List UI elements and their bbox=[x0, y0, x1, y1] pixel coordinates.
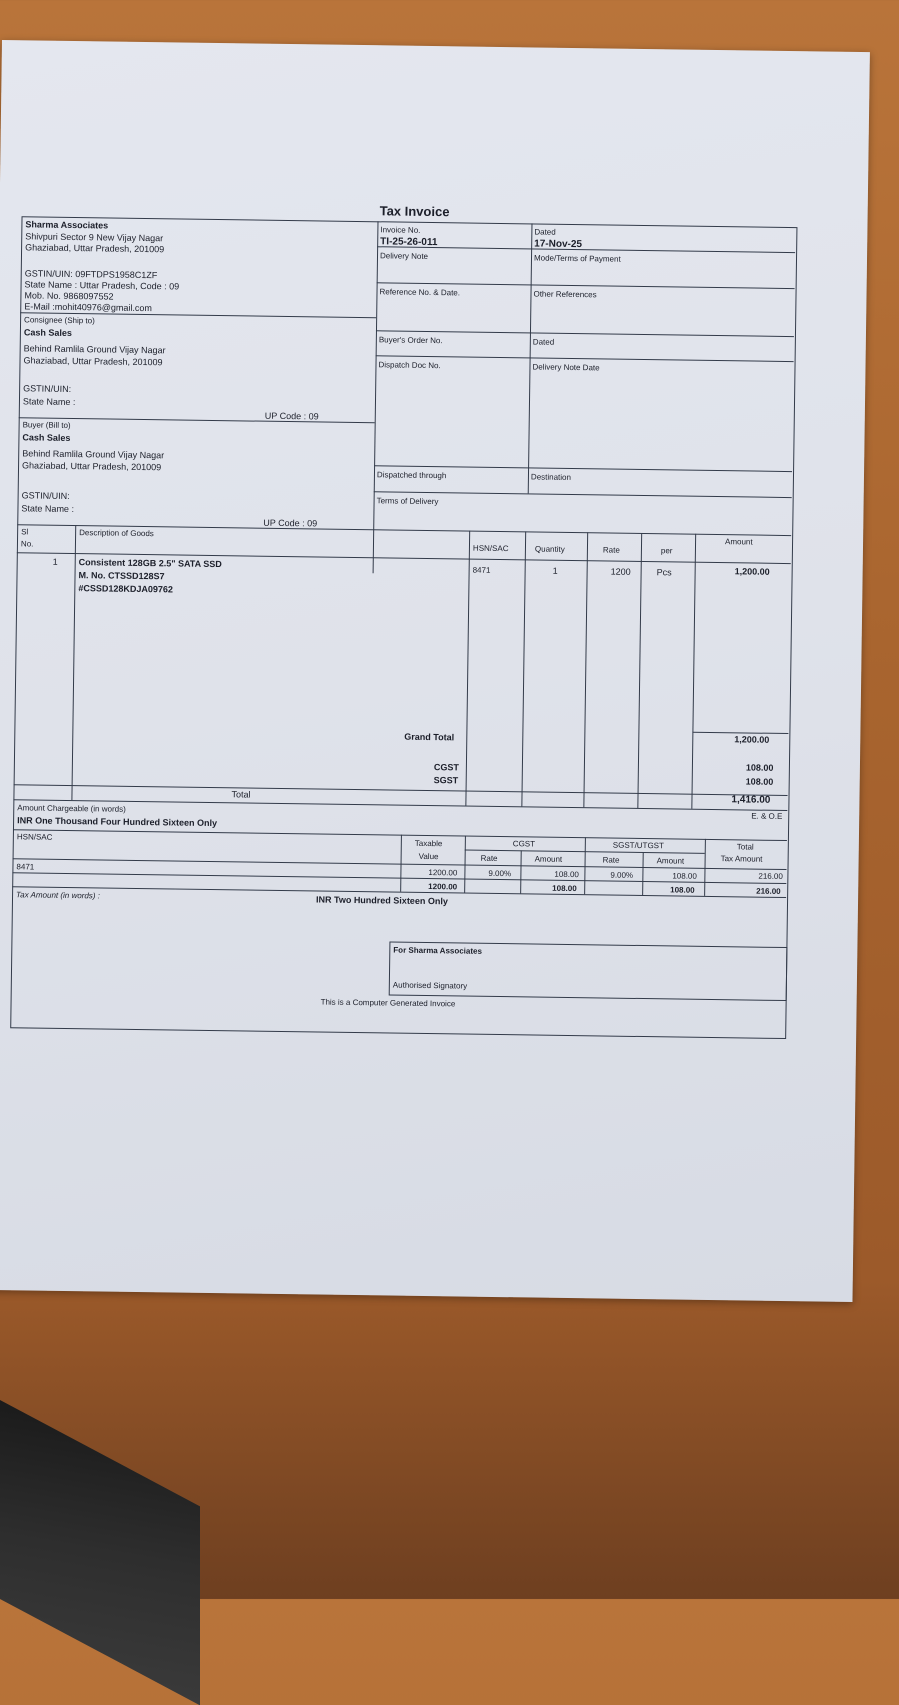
item-quantity: 1 bbox=[552, 565, 558, 576]
consignee-state-code: UP Code : 09 bbox=[264, 410, 319, 422]
dispatch-doc-label: Dispatch Doc No. bbox=[378, 360, 441, 371]
sgst-value: 108.00 bbox=[745, 776, 774, 787]
tax-amount-header: Tax Amount bbox=[720, 854, 763, 864]
tax-row-sgst-rate: 9.00% bbox=[610, 870, 634, 880]
grand-total-value: 1,200.00 bbox=[734, 734, 770, 745]
item-per: Pcs bbox=[656, 567, 672, 578]
table-edge-shadow bbox=[0, 1400, 200, 1705]
other-references-label: Other References bbox=[533, 289, 597, 300]
tax-sum-taxable: 1200.00 bbox=[428, 882, 458, 892]
sgst-rate-header: Rate bbox=[602, 855, 620, 865]
seller-address-2: Ghaziabad, Uttar Pradesh, 201009 bbox=[25, 242, 165, 255]
buyer-address-2: Ghaziabad, Uttar Pradesh, 201009 bbox=[21, 460, 162, 473]
item-hsn: 8471 bbox=[472, 565, 491, 575]
cgst-amount-header: Amount bbox=[534, 854, 563, 864]
invoice-title: Tax Invoice bbox=[379, 203, 450, 220]
sgst-header: SGST/UTGST bbox=[612, 840, 665, 851]
buyer-name: Cash Sales bbox=[22, 432, 71, 443]
tax-row-sgst-amount: 108.00 bbox=[672, 871, 697, 881]
hsn-header: HSN/SAC bbox=[472, 543, 509, 554]
buyers-order-label: Buyer's Order No. bbox=[378, 335, 443, 346]
per-header: per bbox=[660, 546, 673, 556]
sgst-amount-header: Amount bbox=[656, 856, 685, 866]
consignee-address-1: Behind Ramlila Ground Vijay Nagar bbox=[23, 343, 166, 356]
dated2-label: Dated bbox=[532, 337, 555, 347]
cgst-header: CGST bbox=[512, 839, 536, 849]
buyer-gstin-label: GSTIN/UIN: bbox=[21, 490, 70, 501]
rate-header: Rate bbox=[602, 545, 620, 555]
total-label: Total bbox=[231, 789, 251, 800]
buyer-state-code: UP Code : 09 bbox=[263, 517, 318, 529]
delivery-note-date-label: Delivery Note Date bbox=[532, 362, 600, 373]
dated-label: Dated bbox=[534, 227, 556, 237]
taxable-header: Taxable bbox=[414, 838, 443, 849]
amount-words-value: INR One Thousand Four Hundred Sixteen Only bbox=[17, 815, 218, 829]
reference-label: Reference No. & Date. bbox=[379, 287, 461, 298]
seller-mobile: Mob. No. 9868097552 bbox=[24, 290, 114, 302]
invoice-no-label: Invoice No. bbox=[380, 225, 421, 235]
tax-hsn-header: HSN/SAC bbox=[16, 832, 53, 842]
tax-row-cgst-amount: 108.00 bbox=[554, 869, 579, 880]
amount-header: Amount bbox=[725, 537, 753, 547]
for-company: For Sharma Associates bbox=[393, 945, 483, 956]
consignee-heading: Consignee (Ship to) bbox=[24, 315, 95, 326]
authorised-signatory: Authorised Signatory bbox=[392, 980, 468, 991]
seller-state: State Name : Uttar Pradesh, Code : 09 bbox=[24, 279, 180, 292]
seller-name: Sharma Associates bbox=[25, 219, 109, 231]
item-rate: 1200 bbox=[610, 566, 631, 577]
consignee-state-label: State Name : bbox=[22, 396, 76, 408]
dispatched-through-label: Dispatched through bbox=[376, 470, 447, 481]
total-header: Total bbox=[736, 842, 754, 852]
tax-sum-total: 216.00 bbox=[756, 886, 781, 896]
grand-total-label: Grand Total bbox=[404, 731, 455, 743]
consignee-name: Cash Sales bbox=[23, 327, 73, 339]
tax-row-cgst-rate: 9.00% bbox=[488, 868, 512, 879]
eoe-label: E. & O.E bbox=[751, 811, 783, 821]
invoice-no: TI-25-26-011 bbox=[380, 236, 438, 249]
description-header: Description of Goods bbox=[79, 528, 154, 539]
cgst-rate-header: Rate bbox=[480, 853, 498, 863]
consignee-address-2: Ghaziabad, Uttar Pradesh, 201009 bbox=[23, 355, 163, 368]
destination-label: Destination bbox=[530, 472, 572, 482]
payment-terms-label: Mode/Terms of Payment bbox=[533, 253, 621, 264]
tax-row-hsn: 8471 bbox=[16, 862, 35, 872]
terms-of-delivery-label: Terms of Delivery bbox=[376, 496, 439, 507]
tax-sum-cgst-amount: 108.00 bbox=[552, 883, 577, 894]
cgst-value: 108.00 bbox=[745, 762, 774, 773]
total-value: 1,416.00 bbox=[731, 794, 771, 806]
item-line-1: Consistent 128GB 2.5" SATA SSD bbox=[78, 557, 222, 570]
tax-words-label: Tax Amount (in words) : bbox=[16, 890, 101, 901]
item-line-3: #CSSD128KDJA09762 bbox=[78, 583, 173, 595]
seller-email: E-Mail :mohit40976@gmail.com bbox=[24, 301, 153, 314]
buyer-state-label: State Name : bbox=[21, 503, 75, 515]
tax-row-total: 216.00 bbox=[758, 871, 783, 881]
seller-address-1: Shivpuri Sector 9 New Vijay Nagar bbox=[25, 231, 164, 244]
tax-row-taxable: 1200.00 bbox=[428, 868, 458, 878]
consignee-gstin-label: GSTIN/UIN: bbox=[23, 383, 72, 394]
cgst-label: CGST bbox=[433, 762, 459, 773]
buyer-heading: Buyer (Bill to) bbox=[22, 420, 71, 430]
amount-words-label: Amount Chargeable (in words) bbox=[17, 803, 126, 814]
seller-gstin: GSTIN/UIN: 09FTDPS1958C1ZF bbox=[24, 268, 158, 281]
sgst-label: SGST bbox=[433, 775, 459, 786]
sl-header: Sl bbox=[21, 527, 29, 537]
computer-generated-note: This is a Computer Generated Invoice bbox=[320, 997, 456, 1009]
item-line-2: M. No. CTSSD128S7 bbox=[78, 570, 165, 582]
item-amount: 1,200.00 bbox=[734, 566, 770, 577]
delivery-note-label: Delivery Note bbox=[379, 251, 429, 261]
buyer-address-1: Behind Ramlila Ground Vijay Nagar bbox=[22, 448, 165, 461]
value-header: Value bbox=[418, 851, 439, 862]
tax-sum-sgst-amount: 108.00 bbox=[670, 885, 695, 895]
invoice-date: 17-Nov-25 bbox=[534, 238, 583, 251]
quantity-header: Quantity bbox=[534, 544, 565, 554]
item-sl: 1 bbox=[52, 556, 58, 567]
no-header: No. bbox=[20, 539, 34, 549]
tax-words-value: INR Two Hundred Sixteen Only bbox=[315, 894, 448, 907]
invoice-paper bbox=[0, 40, 870, 1302]
